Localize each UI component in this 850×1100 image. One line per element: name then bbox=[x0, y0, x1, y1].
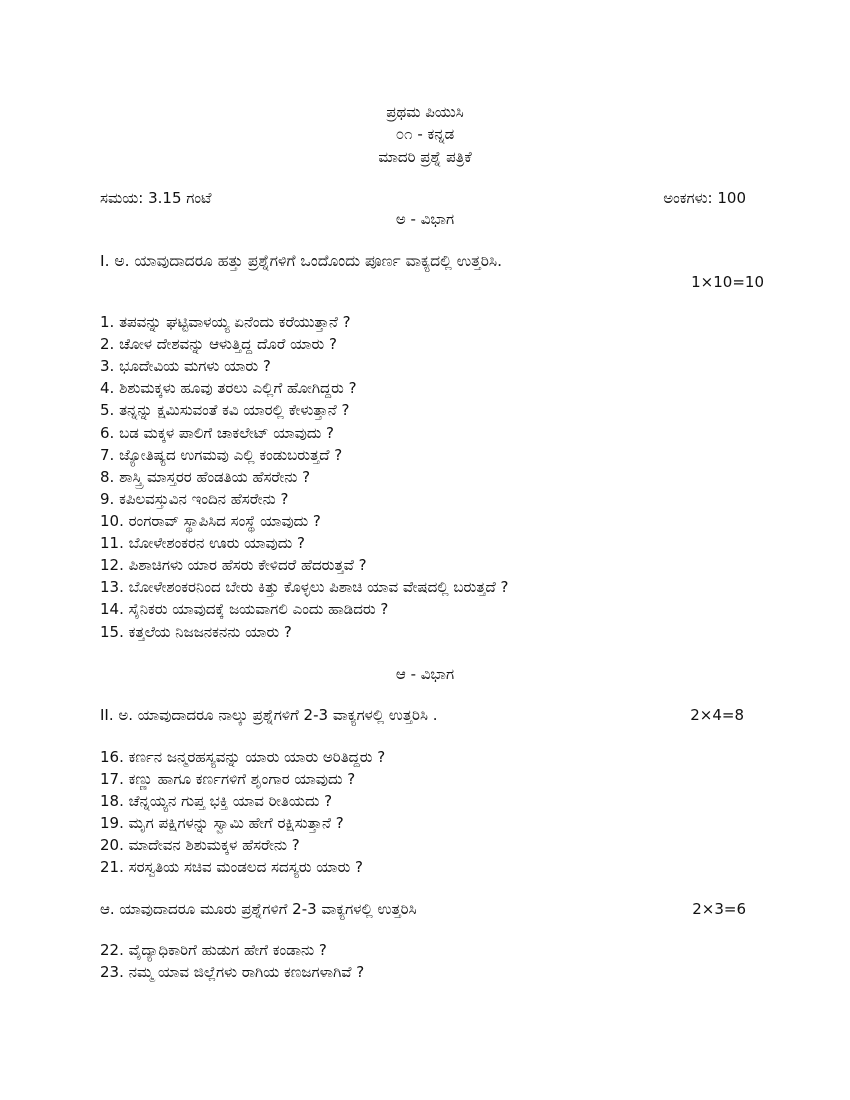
section-aa-part2-instruction: ಆ. ಯಾವುದಾದರೂ ಮೂರು ಪ್ರಶ್ನೆಗಳಿಗೆ 2-3 ವಾಕ್ಯಗಳಲ್ಲಿ ಉತ್ತರಿಸಿ bbox=[100, 900, 417, 918]
question-15: 15. ಕತ್ತಲೆಯ ನಿಜಜನಕನನು ಯಾರು ? bbox=[100, 623, 292, 641]
question-21: 21. ಸರಸ್ವತಿಯ ಸಚಿವ ಮಂಡಲದ ಸದಸ್ಯರು ಯಾರು ? bbox=[100, 858, 364, 876]
question-23: 23. ನಮ್ಮ ಯಾವ ಜಿಲ್ಲೆಗಳು ರಾಗಿಯ ಕಣಜಗಳಾಗಿವೆ ? bbox=[100, 963, 365, 981]
question-20: 20. ಮಾದೇವನ ಶಿಶುಮಕ್ಕಳ ಹೆಸರೇನು ? bbox=[100, 836, 300, 854]
question-13: 13. ಬೋಳೇಶಂಕರನಿಂದ ಬೇರು ಕಿತ್ತು ಕೊಳ್ಳಲು ಪಿಶಾಚಿ ಯಾವ ವೇಷದಲ್ಲಿ ಬರುತ್ತದೆ ? bbox=[100, 578, 509, 596]
question-22: 22. ವೈದ್ಯಾಧಿಕಾರಿಗೆ ಹುಡುಗ ಹೇಗೆ ಕಂಡಾನು ? bbox=[100, 941, 327, 959]
question-7: 7. ಜ್ಯೋತಿಷ್ಯದ ಉಗಮವು ಎಲ್ಲಿ ಕಂಡುಬರುತ್ತದೆ ? bbox=[100, 446, 343, 464]
question-6: 6. ಬಡ ಮಕ್ಕಳ ಪಾಲಿಗೆ ಚಾಕಲೇಟ್ ಯಾವುದು ? bbox=[100, 424, 335, 442]
question-18: 18. ಚೆನ್ನಯ್ಯನ ಗುಪ್ತ ಭಕ್ತಿ ಯಾವ ರೀತಿಯದು ? bbox=[100, 792, 333, 810]
question-11: 11. ಬೋಳೇಶಂಕರನ ಊರು ಯಾವುದು ? bbox=[100, 534, 305, 552]
time-label: ಸಮಯ: 3.15 ಗಂಟೆ bbox=[100, 189, 212, 207]
question-2: 2. ಚೋಳ ದೇಶವನ್ನು ಆಳುತ್ತಿದ್ದ ದೊರೆ ಯಾರು ? bbox=[100, 335, 337, 353]
section-a-title: ಅ - ವಿಭಾಗ bbox=[395, 210, 455, 228]
question-8: 8. ಶಾಸ್ತ್ರಿ ಮಾಸ್ತರರ ಹೆಂಡತಿಯ ಹೆಸರೇನು ? bbox=[100, 468, 311, 486]
question-10: 10. ರಂಗರಾವ್ ಸ್ಥಾಪಿಸಿದ ಸಂಸ್ಥೆ ಯಾವುದು ? bbox=[100, 512, 321, 530]
question-9: 9. ಕಪಿಲವಸ್ತುವಿನ ಇಂದಿನ ಹೆಸರೇನು ? bbox=[100, 490, 289, 508]
question-14: 14. ಸೈನಿಕರು ಯಾವುದಕ್ಕೆ ಜಯವಾಗಲಿ ಎಂದು ಹಾಡಿದರು ? bbox=[100, 600, 389, 618]
question-16: 16. ಕರ್ಣನ ಜನ್ಮರಹಸ್ಯವನ್ನು ಯಾರು ಯಾರು ಅರಿತಿದ್ದರು ? bbox=[100, 748, 386, 766]
question-12: 12. ಪಿಶಾಚಿಗಳು ಯಾರ ಹೆಸರು ಕೇಳಿದರೆ ಹೆದರುತ್ತವೆ ? bbox=[100, 556, 367, 574]
section-aa-part2-marks: 2×3=6 bbox=[692, 900, 746, 918]
question-3: 3. ಭೂದೇವಿಯ ಮಗಳು ಯಾರು ? bbox=[100, 357, 271, 375]
question-19: 19. ಮೃಗ ಪಕ್ಷಿಗಳನ್ನು ಸ್ವಾಮಿ ಹೇಗೆ ರಕ್ಷಿಸುತ್ತಾನೆ ? bbox=[100, 814, 344, 832]
question-5: 5. ತನ್ನನ್ನು ಕ್ಷಮಿಸುವಂತೆ ಕವಿ ಯಾರಲ್ಲಿ ಕೇಳುತ್ತಾನೆ ? bbox=[100, 401, 350, 419]
section-aa-part1-marks: 2×4=8 bbox=[690, 706, 744, 724]
question-17: 17. ಕಣ್ಣು ಹಾಗೂ ಕರ್ಣಗಳಿಗೆ ಶೃಂಗಾರ ಯಾವುದು ? bbox=[100, 770, 356, 788]
header-subject: ೦೧ - ಕನ್ನಡ bbox=[395, 125, 455, 143]
section-a-instruction: I. ಅ. ಯಾವುದಾದರೂ ಹತ್ತು ಪ್ರಶ್ನೆಗಳಿಗೆ ಒಂದೊಂದು ಪೂರ್ಣ ವಾಕ್ಯದಲ್ಲಿ ಉತ್ತರಿಸಿ. bbox=[100, 252, 503, 270]
question-4: 4. ಶಿಶುಮಕ್ಕಳು ಹೂವು ತರಲು ಎಲ್ಲಿಗೆ ಹೋಗಿದ್ದರು ? bbox=[100, 379, 357, 397]
question-1: 1. ತಪವನ್ನು ಘಟ್ಟಿವಾಳಯ್ಯ ಏನೆಂದು ಕರೆಯುತ್ತಾನೆ ? bbox=[100, 313, 351, 331]
header-paper-type: ಮಾದರಿ ಪ್ರಶ್ನೆ ಪತ್ರಿಕೆ bbox=[378, 148, 472, 166]
section-a-marks: 1×10=10 bbox=[691, 273, 764, 291]
header-title: ಪ್ರಥಮ ಪಿಯುಸಿ bbox=[386, 103, 464, 121]
marks-label: ಅಂಕಗಳು: 100 bbox=[663, 189, 746, 207]
section-aa-title: ಆ - ವಿಭಾಗ bbox=[395, 665, 455, 683]
section-aa-part1-instruction: II. ಅ. ಯಾವುದಾದರೂ ನಾಲ್ಕು ಪ್ರಶ್ನೆಗಳಿಗೆ 2-3 ವಾಕ್ಯಗಳಲ್ಲಿ ಉತ್ತರಿಸಿ . bbox=[100, 706, 438, 724]
